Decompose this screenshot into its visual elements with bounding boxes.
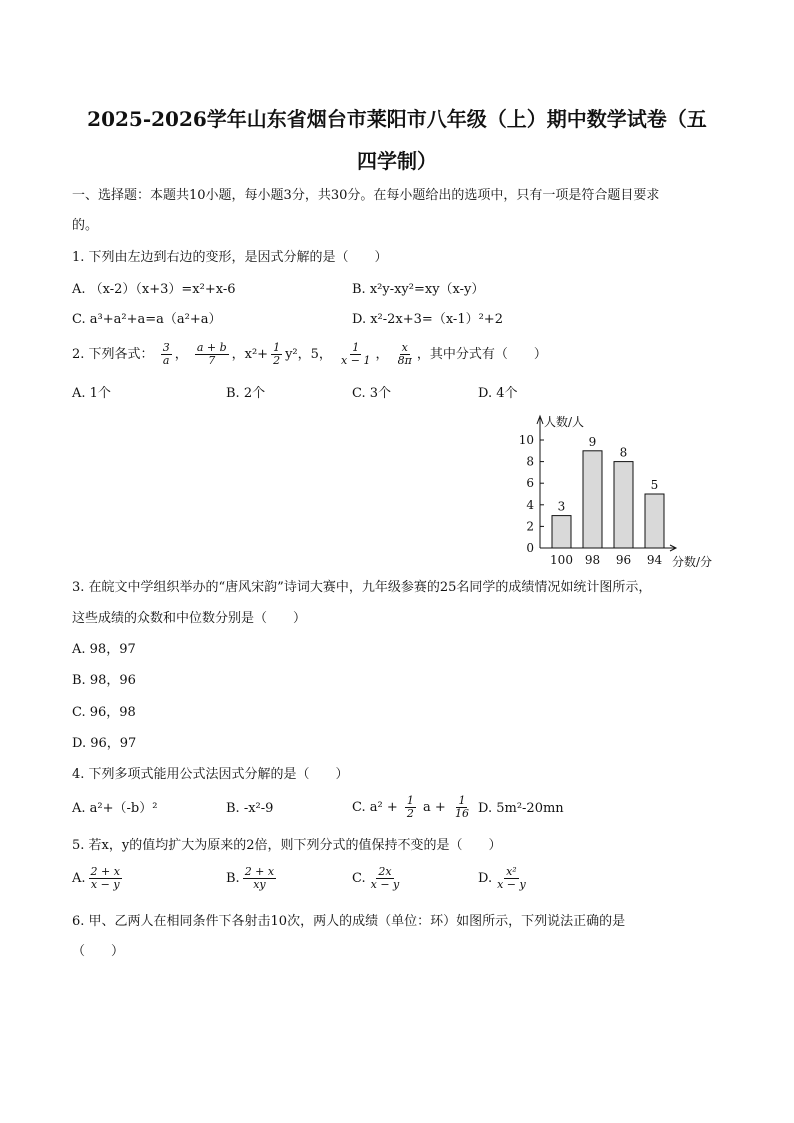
- question-1-stem: 1. 下列由左边到右边的变形，是因式分解的是（ ）: [72, 250, 388, 265]
- q2-suffix: ，其中分式有（ ）: [416, 347, 547, 362]
- q1-option-a: A. （x-2）（x+3）=x²+x-6: [72, 282, 236, 297]
- q1-option-c: C. a³+a²+a=a（a²+a）: [72, 312, 222, 327]
- bar-value-label-98: 9: [588, 434, 597, 449]
- question-6-stem-2: （ ）: [72, 944, 125, 959]
- q4-c-fraction-2: [453, 795, 471, 820]
- question-6-stem-1: 6. 甲、乙两人在相同条件下各射击10次，两人的成绩（单位：环）如图所示，下列说法正确的是: [72, 914, 626, 929]
- bar-98: [583, 451, 602, 548]
- q2-fraction-5: [396, 342, 414, 367]
- q4-c-f1-den: 2: [406, 807, 414, 820]
- y-tick-label-8: 8: [526, 454, 534, 469]
- y-axis-label: 人数/人: [544, 415, 585, 429]
- x-tick-label-94: 94: [646, 553, 663, 567]
- q4-option-b: B. -x²-9: [226, 801, 274, 816]
- exam-title-line2: 四学制）: [357, 149, 437, 173]
- q5-d-label: D.: [478, 871, 493, 886]
- q5-a-label: A.: [72, 871, 86, 886]
- q4-option-c: [352, 793, 474, 823]
- q2-f5-den: 8π: [397, 354, 412, 367]
- q1-option-d: D. x²-2x+3=（x-1）²+2: [352, 312, 503, 327]
- q5-c-label: C.: [352, 871, 366, 886]
- y-tick-label-10: 10: [518, 433, 534, 447]
- q3-option-b: B. 98，96: [72, 673, 136, 688]
- q5-b-label: B.: [226, 871, 240, 886]
- bar-94: [645, 494, 664, 548]
- q2-fraction-1: [161, 342, 172, 367]
- bar-value-label-100: 3: [557, 499, 566, 514]
- q2-option-d: D. 4个: [478, 386, 518, 401]
- section-header-cont: 的。: [72, 218, 99, 233]
- q5-d-num: x²: [506, 865, 517, 878]
- q5-d-fraction: [495, 866, 528, 891]
- q2-f4-num: 1: [352, 341, 360, 354]
- q5-d-den: x − y: [497, 878, 526, 891]
- bar-96: [614, 462, 633, 548]
- q5-a-den: x − y: [90, 878, 120, 891]
- q5-option-a: [72, 862, 125, 896]
- q4-option-d: D. 5m²-20mn: [478, 801, 564, 816]
- question-4-stem: 4. 下列多项式能用公式法因式分解的是（ ）: [72, 767, 349, 782]
- q4-c-prefix: C. a² +: [352, 800, 398, 815]
- q2-f4-den: x − 1: [341, 354, 371, 367]
- bar-100: [552, 516, 571, 548]
- x-tick-label-96: 96: [615, 553, 632, 567]
- q4-c-f1-num: 1: [406, 794, 414, 807]
- q2-f3-den: 2: [273, 354, 281, 367]
- y-tick-label-0: 0: [526, 541, 534, 555]
- q2-prefix: 2. 下列各式：: [72, 347, 154, 362]
- q5-c-fraction: [369, 866, 402, 891]
- exam-title-line1: 2025-2026学年山东省烟台市莱阳市八年级（上）期中数学试卷（五: [87, 107, 707, 131]
- y-tick-label-2: 2: [526, 519, 534, 534]
- score-bar-chart: [506, 408, 728, 570]
- question-3-stem-2: 这些成绩的众数和中位数分别是（ ）: [72, 611, 307, 626]
- q2-f3-num: 1: [273, 341, 281, 354]
- x-tick-label-98: 98: [584, 553, 601, 567]
- q2-f1-den: a: [162, 354, 170, 367]
- x-axis-label: 分数/分: [672, 555, 713, 569]
- q4-c-f2-den: 16: [454, 807, 469, 820]
- q5-b-fraction: [243, 866, 276, 891]
- y-tick-label-4: 4: [526, 497, 534, 512]
- q5-a-fraction: [89, 866, 122, 891]
- section-header: 一、选择题：本题共10小题，每小题3分，共30分。在每小题给出的选项中，只有一项是符合题目要求: [72, 188, 660, 203]
- q2-fraction-4: [339, 342, 372, 367]
- q2-f2-num: a + b: [196, 341, 227, 354]
- q5-a-num: 2 + x: [90, 865, 120, 878]
- q5-option-d: [478, 862, 531, 896]
- q2-fraction-3: [271, 342, 282, 367]
- y-tick-label-6: 6: [526, 476, 534, 491]
- q5-option-b: [226, 862, 279, 896]
- q3-option-c: C. 96，98: [72, 705, 136, 720]
- q4-c-f2-num: 1: [458, 794, 466, 807]
- q4-c-fraction-1: [405, 795, 416, 820]
- question-2-stem: 2. 下列各式： $\frac{3}{a}$ ， $\frac{a + b}{7}$ ，x²+ $\frac{1}{2}$ y²，5， $\frac{1}{x - 1}$ ， $\frac{x}{8\pi}$ ，其中分式有（ ）: [72, 341, 547, 367]
- q3-option-a: A. 98，97: [72, 642, 136, 657]
- question-5-stem: 5. 若x，y的值均扩大为原来的2倍，则下列分式的值保持不变的是（ ）: [72, 838, 502, 853]
- q3-option-d: D. 96，97: [72, 736, 137, 751]
- q5-c-num: 2x: [378, 865, 392, 878]
- bar-value-label-96: 8: [619, 445, 628, 460]
- x-tick-label-100: 100: [550, 553, 573, 567]
- q4-c-mid: a +: [423, 800, 446, 815]
- question-3-stem-1: 3. 在皖文中学组织举办的“唐风宋韵”诗词大赛中，九年级参赛的25名同学的成绩情况如统计图所示，: [72, 580, 652, 595]
- q2-option-b: B. 2个: [226, 386, 266, 401]
- q1-option-b: B. x²y-xy²=xy（x-y）: [352, 282, 485, 297]
- bar-value-label-94: 5: [650, 478, 659, 492]
- q2-fraction-2: [195, 342, 229, 367]
- q2-mid2: y²，5，: [285, 347, 332, 362]
- q2-mid: ，x²+: [231, 347, 269, 362]
- q5-c-den: x − y: [370, 878, 400, 891]
- q4-option-a: A. a²+（-b）²: [72, 801, 158, 816]
- q2-f5-num: x: [401, 341, 408, 354]
- q2-option-c: C. 3个: [352, 386, 392, 401]
- q5-b-num: 2 + x: [244, 865, 275, 878]
- q5-option-c: [352, 862, 404, 896]
- q2-f2-den: 7: [208, 354, 216, 367]
- q2-f1-num: 3: [162, 341, 170, 354]
- q5-b-den: xy: [253, 878, 266, 891]
- q2-option-a: A. 1个: [72, 386, 111, 401]
